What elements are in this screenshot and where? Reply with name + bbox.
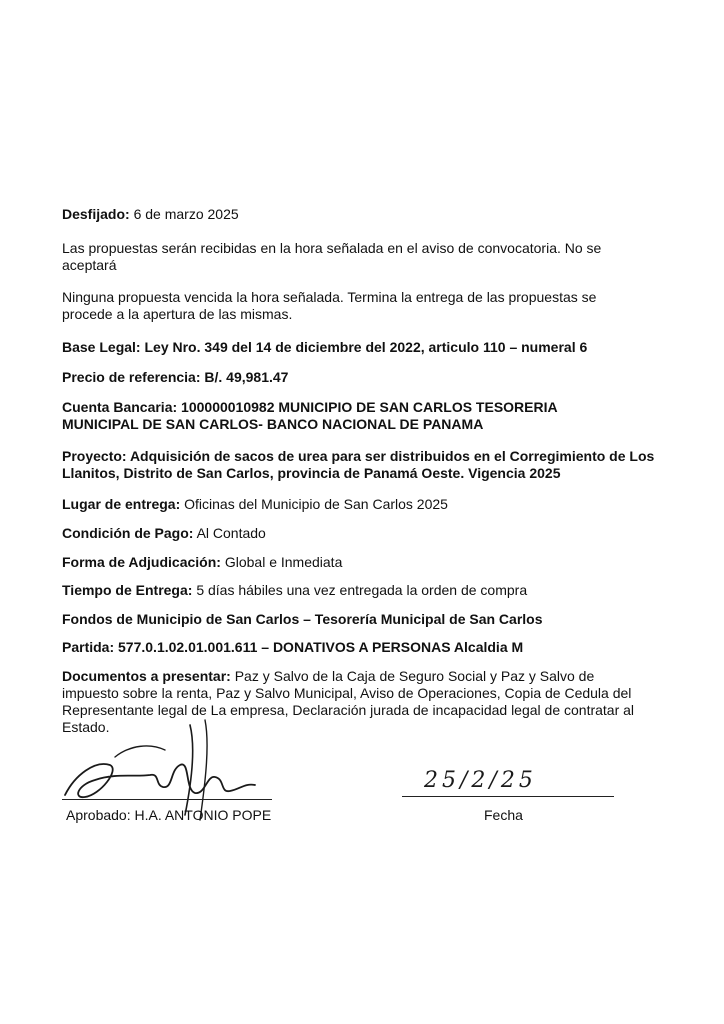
condicion-label: Condición de Pago: xyxy=(62,525,194,541)
desfijado-label: Desfijado: xyxy=(62,206,130,222)
precio-line xyxy=(62,369,662,386)
cuenta-bancaria-line xyxy=(62,399,622,433)
partida-label: Partida: xyxy=(62,639,115,655)
base-legal-label: Base Legal: xyxy=(62,339,141,355)
documentos-value: Paz y Salvo de la Caja de Seguro Social y Paz y Salvo de impuesto sobre la renta, Paz y Salvo Municipal, Aviso de Operaciones, Copia de Cedula del Representante legal de La empresa, Declaración jurada de incapacidad legal de contratar al Estado. xyxy=(62,668,635,735)
fondos-line xyxy=(62,611,662,628)
propuestas-paragraph-2: Ninguna propuesta vencida la hora señalada. Termina la entrega de las propuestas se procede a la apertura de las mismas. xyxy=(62,289,597,322)
condicion-line xyxy=(62,525,662,542)
condicion-value: Al Contado xyxy=(193,525,266,541)
fecha-label: Fecha xyxy=(484,807,523,823)
date-line xyxy=(402,796,614,797)
signature-line xyxy=(62,799,272,800)
forma-line xyxy=(62,554,662,571)
documentos-label: Documentos a presentar: xyxy=(62,668,231,684)
desfijado-line xyxy=(62,206,662,223)
desfijado-value: 6 de marzo 2025 xyxy=(129,206,239,222)
proyecto-label: Proyecto: xyxy=(62,448,127,464)
tiempo-label: Tiempo de Entrega: xyxy=(62,582,193,598)
forma-value: Global e Inmediata xyxy=(220,554,343,570)
fondos-label: Fondos de Municipio de San Carlos – Tesorería Municipal de San Carlos xyxy=(62,611,543,627)
base-legal-value: Ley Nro. 349 del 14 de diciembre del 2022, articulo 110 – numeral 6 xyxy=(140,339,588,355)
propuestas-paragraph-1: Las propuestas serán recibidas en la hora señalada en el aviso de convocatoria. No se aceptará xyxy=(62,240,602,273)
lugar-value: Oficinas del Municipio de San Carlos 2025 xyxy=(180,496,448,512)
tiempo-value: 5 días hábiles una vez entregada la orden de compra xyxy=(192,582,528,598)
partida-line xyxy=(62,639,662,656)
tiempo-line xyxy=(62,582,662,599)
partida-value: 577.0.1.02.01.001.611 – DONATIVOS A PERSONAS Alcaldia M xyxy=(114,639,524,655)
forma-label: Forma de Adjudicación: xyxy=(62,554,221,570)
cuenta-label: Cuenta Bancaria: xyxy=(62,399,178,415)
precio-label: Precio de referencia: xyxy=(62,369,201,385)
lugar-label: Lugar de entrega: xyxy=(62,496,181,512)
aprobado-label: Aprobado: H.A. ANTONIO POPE xyxy=(66,807,272,823)
proyecto-line xyxy=(62,448,687,482)
lugar-line xyxy=(62,496,662,513)
handwritten-date: 25/2/25 xyxy=(424,768,537,793)
proyecto-value: Adquisición de sacos de urea para ser distribuidos en el Corregimiento de Los Llanitos, Distrito de San Carlos, provincia de Panamá Oeste. Vigencia 2025 xyxy=(62,448,655,481)
base-legal-line xyxy=(62,339,682,356)
precio-value: B/. 49,981.47 xyxy=(200,369,289,385)
cuenta-value: 100000010982 MUNICIPIO DE SAN CARLOS TESORERIA MUNICIPAL DE SAN CARLOS- BANCO NACIONAL DE PANAMA xyxy=(62,399,558,432)
